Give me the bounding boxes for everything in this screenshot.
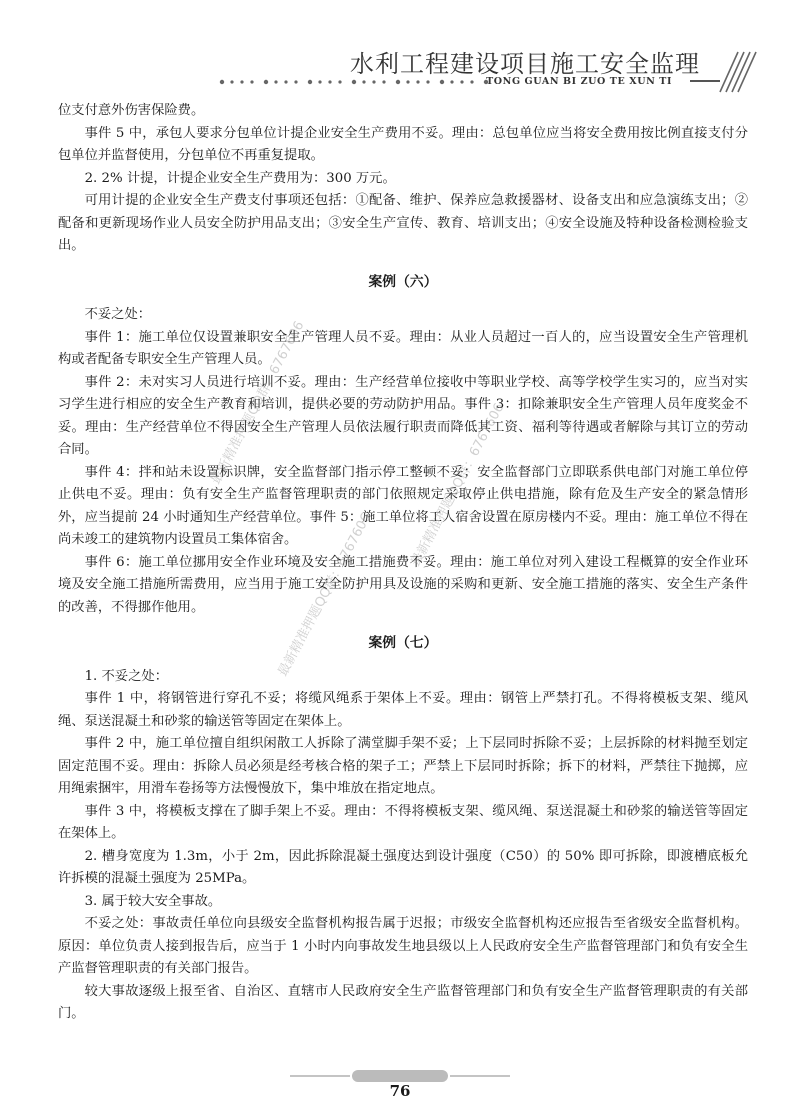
paragraph: 3. 属于较大安全事故。: [84, 893, 222, 909]
diagonal-stripes-decoration: [714, 50, 760, 94]
watermark-text: 最新精准押题QQ群：6767606: [408, 400, 508, 569]
watermark-text: 最新精准押题QQ群：6767606: [275, 510, 375, 679]
case-7-heading: 案例（七）: [368, 635, 438, 651]
paragraph: 可用计提的企业安全生产费支付事项还包括：①配备、维护、保养应急救援器材、设备支出和应急演练支出；②配备和更新现场作业人员安全防护用品支出；③安全生产宣传、教育、培训支出；④安全设施及特种设备检测检验支出。: [58, 193, 748, 253]
header-title: 水利工程建设项目施工安全监理: [350, 50, 700, 78]
paragraph: 事件 2：未对实习人员进行培训不妥。理由：生产经营单位接收中等职业学校、高等学校学生实习的，应当对实习学生进行相应的安全生产教育和培训，提供必要的劳动防护用品。事件 3：扣除兼职安全生产管理人员年度奖金不妥。理由：生产经营单位不得因安全生产管理人员依法履行职责而降低其工资、福利等待遇或者解除与其订立的劳动合同。: [58, 374, 748, 457]
page-header: [0, 0, 800, 95]
page-number: 76: [389, 1082, 411, 1100]
paragraph: 事件 1：施工单位仅设置兼职安全生产管理人员不妥。理由：从业人员超过一百人的，应当设置安全生产管理机构或者配备专职安全生产管理人员。: [58, 329, 748, 367]
paragraph: 事件 6：施工单位挪用安全作业环境及安全施工措施费不妥。理由：施工单位对列入建设工程概算的安全作业环境及安全施工措施所需费用，应当用于施工安全防护用具及设施的采购和更新、安全施工措施的落实、安全生产条件的改善，不得挪作他用。: [58, 554, 748, 615]
paragraph: 事件 2 中，施工单位擅自组织闲散工人拆除了满堂脚手架不妥；上下层同时拆除不妥；上层拆除的材料抛至划定固定范围不妥。理由：拆除人员必须是经考核合格的架子工；严禁上下层同时拆除；拆下的材料，严禁往下抛掷，应用绳索捆牢，用滑车卷扬等方法慢慢放下，集中堆放在指定地点。: [58, 736, 748, 796]
paragraph: 事件 1 中，将钢管进行穿孔不妥；将缆风绳系于架体上不妥。理由：钢管上严禁打孔。不得将模板支架、缆风绳、泵送混凝土和砂浆的输送管等固定在架体上。: [58, 691, 748, 729]
case-6-heading: 案例（六）: [368, 273, 438, 290]
watermark-text: 最新精准押题QQ群：6767606: [208, 318, 308, 487]
paragraph: 位支付意外伤害保险费。: [58, 103, 205, 118]
paragraph: 2. 槽身宽度为 1.3m，小于 2m，因此拆除混凝土强度达到设计强度（C50）的 50% 即可拆除，即渡槽底板允许拆模的混凝土强度为 25MPa。: [58, 848, 748, 886]
paragraph: 不妥之处：事故责任单位向县级安全监督机构报告属于迟报；市级安全监督机构还应报告至省级安全监督机构。原因：单位负责人接到报告后，应当于 1 小时内向事故发生地县级以上人民政府安全生产监督管理部门和负有安全生产监督管理职责的有关部门报告。: [58, 916, 748, 976]
paragraph: 不妥之处：: [84, 307, 152, 322]
paragraph: 事件 5 中，承包人要求分包单位计提企业安全生产费用不妥。理由：总包单位应当将安全费用按比例直接支付分包单位并监督使用，分包单位不再重复提取。: [58, 125, 748, 163]
paragraph: 事件 4：拌和站未设置标识牌，安全监督部门指示停工整顿不妥；安全监督部门立即联系供电部门对施工单位停止供电不妥。理由：负有安全生产监督管理职责的部门依照规定采取停止供电措施，除有危及生产安全的紧急情形外，应当提前 24 小时通知生产经营单位。事件 5：施工单位将工人宿舍设置在原房楼内不妥。理由：施工单位不得在尚未竣工的建筑物内设置员工集体宿舍。: [58, 464, 748, 547]
header-subtitle: TONG GUAN BI ZUO TE XUN TI: [486, 76, 672, 87]
page-body: [58, 100, 748, 1026]
paragraph: 1. 不妥之处：: [84, 668, 168, 684]
paragraph: 2. 2% 计提，计提企业安全生产费用为：300 万元。: [84, 170, 396, 186]
paragraph: 较大事故逐级上报至省、自治区、直辖市人民政府安全生产监督管理部门和负有安全生产监督管理职责的有关部门。: [58, 983, 748, 1021]
paragraph: 事件 3 中，将模板支撑在了脚手架上不妥。理由：不得将模板支架、缆风绳、泵送混凝土和砂浆的输送管等固定在架体上。: [58, 803, 748, 841]
